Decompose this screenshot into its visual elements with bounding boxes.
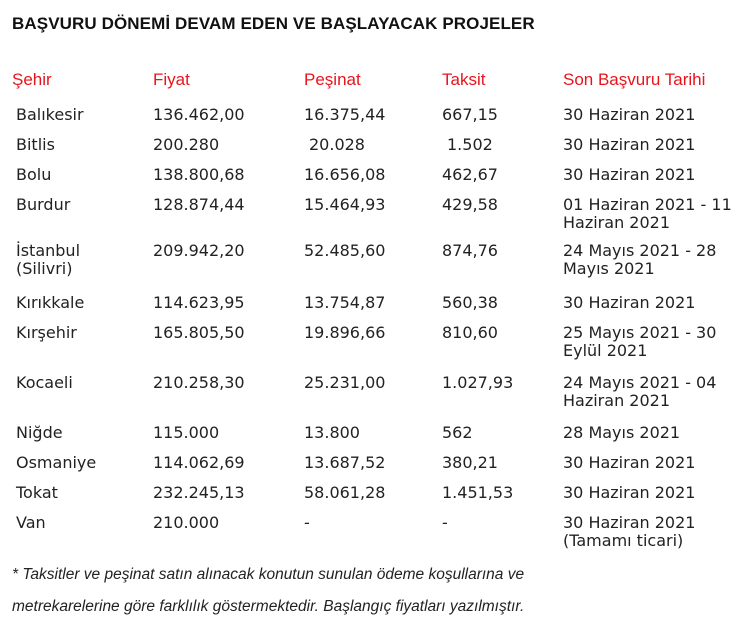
installment-cell: - [442,513,448,532]
deadline-cell: 30 Haziran 2021 [563,453,696,472]
city-cell: Niğde [16,423,63,442]
city-cell: Bolu [16,165,52,184]
down-payment-cell: 15.464,93 [304,195,386,214]
header-price: Fiyat [153,70,190,89]
price-cell: 209.942,20 [153,241,245,260]
price-cell: 114.623,95 [153,293,245,312]
header-deadline: Son Başvuru Tarihi [563,70,706,89]
deadline-cell: (Tamamı ticari) [563,531,684,550]
header-installment: Taksit [442,70,486,89]
header-city: Şehir [12,70,52,89]
deadline-cell: 30 Haziran 2021 [563,483,696,502]
price-cell: 136.462,00 [153,105,245,124]
price-cell: 114.062,69 [153,453,245,472]
installment-cell: 810,60 [442,323,498,342]
footnote-line-2: metrekarelerine göre farklılık göstermektedir. Başlangıç fiyatları yazılmıştır. [12,598,525,615]
city-cell: Osmaniye [16,453,97,472]
installment-cell: 560,38 [442,293,498,312]
installment-cell: 1.451,53 [442,483,514,502]
down-payment-cell: 52.485,60 [304,241,386,260]
city-cell: Kırıkkale [16,293,85,312]
installment-cell: 1.027,93 [442,373,514,392]
city-cell: İstanbul [16,241,81,260]
installment-cell: 874,76 [442,241,498,260]
down-payment-cell: 16.656,08 [304,165,386,184]
page-title: BAŞVURU DÖNEMİ DEVAM EDEN VE BAŞLAYACAK PROJELER [12,14,535,33]
installment-cell: 1.502 [447,135,493,154]
down-payment-cell: 13.800 [304,423,360,442]
header-down-payment: Peşinat [304,70,361,89]
city-cell: Tokat [16,483,58,502]
installment-cell: 462,67 [442,165,498,184]
price-cell: 165.805,50 [153,323,245,342]
installment-cell: 380,21 [442,453,498,472]
deadline-cell: 30 Haziran 2021 [563,293,696,312]
deadline-cell: 30 Haziran 2021 [563,105,696,124]
price-cell: 138.800,68 [153,165,245,184]
installment-cell: 562 [442,423,473,442]
deadline-cell: Eylül 2021 [563,341,648,360]
city-cell: Kocaeli [16,373,73,392]
price-cell: 200.280 [153,135,220,154]
down-payment-cell: 58.061,28 [304,483,386,502]
city-cell: Balıkesir [16,105,84,124]
price-cell: 232.245,13 [153,483,245,502]
footnote-line-1: * Taksitler ve peşinat satın alınacak konutun sunulan ödeme koşullarına ve [12,566,525,583]
price-cell: 210.258,30 [153,373,245,392]
deadline-cell: Haziran 2021 [563,213,671,232]
deadline-cell: 30 Haziran 2021 [563,165,696,184]
deadline-cell: 25 Mayıs 2021 - 30 [563,323,717,342]
city-cell: (Silivri) [16,259,73,278]
down-payment-cell: 16.375,44 [304,105,386,124]
down-payment-cell: - [304,513,310,532]
installment-cell: 429,58 [442,195,498,214]
deadline-cell: 24 Mayıs 2021 - 04 [563,373,717,392]
down-payment-cell: 13.687,52 [304,453,386,472]
deadline-cell: Mayıs 2021 [563,259,655,278]
city-cell: Burdur [16,195,71,214]
deadline-cell: 28 Mayıs 2021 [563,423,681,442]
installment-cell: 667,15 [442,105,498,124]
price-cell: 115.000 [153,423,220,442]
down-payment-cell: 25.231,00 [304,373,386,392]
price-cell: 210.000 [153,513,220,532]
deadline-cell: 30 Haziran 2021 [563,513,696,532]
city-cell: Bitlis [16,135,55,154]
city-cell: Kırşehir [16,323,77,342]
down-payment-cell: 19.896,66 [304,323,386,342]
deadline-cell: 30 Haziran 2021 [563,135,696,154]
price-cell: 128.874,44 [153,195,245,214]
deadline-cell: 01 Haziran 2021 - 11 [563,195,732,214]
city-cell: Van [16,513,46,532]
down-payment-cell: 13.754,87 [304,293,386,312]
down-payment-cell: 20.028 [309,135,365,154]
deadline-cell: Haziran 2021 [563,391,671,410]
deadline-cell: 24 Mayıs 2021 - 28 [563,241,717,260]
